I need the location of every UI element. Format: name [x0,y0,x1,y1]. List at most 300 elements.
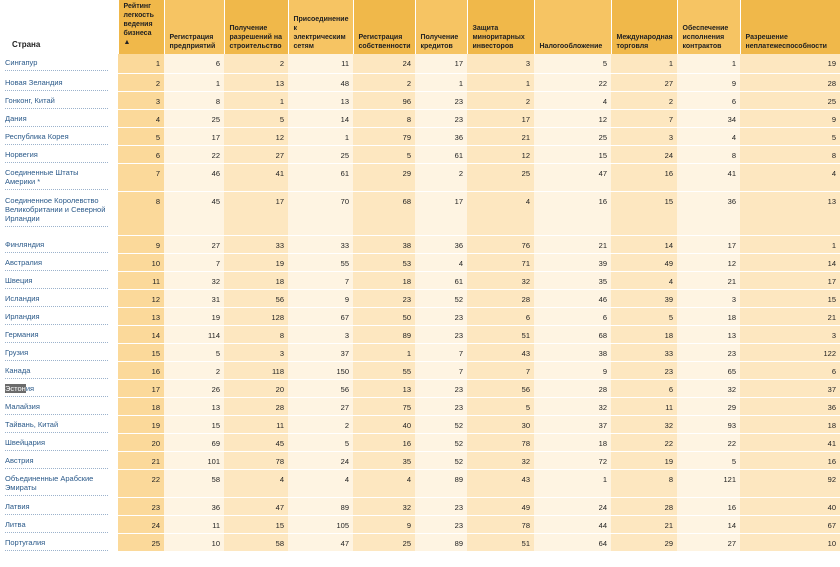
table-row [0,289,840,307]
cell-investors: 43 [467,343,534,361]
cell-trade: 27 [611,73,677,91]
table-row [0,127,840,145]
table-row [0,515,840,533]
country-cell [0,109,118,127]
country-link[interactable]: Сингапур [5,58,108,71]
cell-construction-permits: 1 [224,91,288,109]
country-cell [0,397,118,415]
column-header-credit[interactable]: Получение кредитов [415,0,467,54]
cell-electricity: 2 [288,415,353,433]
cell-starting-business: 46 [164,163,224,191]
cell-credit: 17 [415,54,467,73]
cell-construction-permits: 17 [224,191,288,235]
cell-starting-business: 6 [164,54,224,73]
country-link[interactable]: Финляндия [5,240,108,253]
table-row [0,145,840,163]
cell-insolvency: 19 [740,54,840,73]
country-cell [0,54,118,73]
cell-electricity: 33 [288,235,353,253]
cell-credit: 89 [415,469,467,497]
table-row [0,451,840,469]
cell-rank: 11 [118,271,164,289]
cell-electricity: 25 [288,145,353,163]
table-row [0,163,840,191]
cell-investors: 1 [467,73,534,91]
cell-rank: 16 [118,361,164,379]
cell-contracts: 4 [677,127,740,145]
country-link[interactable]: Португалия [5,538,108,551]
table-row [0,497,840,515]
country-link[interactable]: Швейцария [5,438,108,451]
cell-taxes: 28 [534,379,611,397]
cell-taxes: 72 [534,451,611,469]
cell-trade: 4 [611,271,677,289]
country-cell [0,191,118,235]
cell-rank: 21 [118,451,164,469]
country-link[interactable]: Швеция [5,276,108,289]
cell-starting-business: 22 [164,145,224,163]
cell-trade: 21 [611,515,677,533]
cell-electricity: 24 [288,451,353,469]
cell-property: 53 [353,253,415,271]
cell-investors: 3 [467,54,534,73]
cell-insolvency: 14 [740,253,840,271]
cell-investors: 17 [467,109,534,127]
table-body [0,54,840,551]
table-row [0,415,840,433]
cell-starting-business: 13 [164,397,224,415]
cell-taxes: 46 [534,289,611,307]
cell-starting-business: 45 [164,191,224,235]
table-row [0,191,840,235]
cell-credit: 23 [415,397,467,415]
cell-insolvency: 1 [740,235,840,253]
cell-property: 13 [353,379,415,397]
cell-rank: 15 [118,343,164,361]
country-link[interactable]: Объединенные Арабские Эмираты [5,474,108,496]
cell-property: 32 [353,497,415,515]
cell-investors: 12 [467,145,534,163]
country-cell [0,145,118,163]
cell-contracts: 3 [677,289,740,307]
country-link[interactable]: Австрия [5,456,108,469]
cell-taxes: 12 [534,109,611,127]
cell-contracts: 21 [677,271,740,289]
country-cell [0,415,118,433]
cell-contracts: 23 [677,343,740,361]
cell-contracts: 17 [677,235,740,253]
country-link[interactable]: Гонконг, Китай [5,96,108,109]
cell-insolvency: 36 [740,397,840,415]
country-cell [0,271,118,289]
cell-starting-business: 1 [164,73,224,91]
cell-rank: 6 [118,145,164,163]
cell-electricity: 89 [288,497,353,515]
cell-property: 89 [353,325,415,343]
cell-contracts: 13 [677,325,740,343]
cell-investors: 71 [467,253,534,271]
cell-contracts: 34 [677,109,740,127]
table-row [0,253,840,271]
column-header-country[interactable]: Страна [0,0,118,54]
cell-taxes: 4 [534,91,611,109]
cell-trade: 19 [611,451,677,469]
column-header-investors[interactable]: Защита миноритарных инвесторов [467,0,534,54]
cell-investors: 30 [467,415,534,433]
cell-contracts: 65 [677,361,740,379]
cell-trade: 15 [611,191,677,235]
cell-investors: 2 [467,91,534,109]
cell-construction-permits: 45 [224,433,288,451]
country-link[interactable]: Республика Корея [5,132,108,145]
cell-taxes: 37 [534,415,611,433]
cell-trade: 5 [611,307,677,325]
cell-trade: 49 [611,253,677,271]
cell-credit: 2 [415,163,467,191]
cell-starting-business: 114 [164,325,224,343]
table-row [0,235,840,253]
country-link[interactable]: Канада [5,366,108,379]
country-link[interactable]: Литва [5,520,108,533]
cell-electricity: 37 [288,343,353,361]
cell-insolvency: 28 [740,73,840,91]
cell-contracts: 5 [677,451,740,469]
table-row [0,109,840,127]
cell-credit: 4 [415,253,467,271]
cell-electricity: 13 [288,91,353,109]
table-row [0,325,840,343]
column-header-electricity[interactable]: Присоединение к электрическим сетям [288,0,353,54]
column-header-property[interactable]: Регистрация собственности [353,0,415,54]
cell-property: 24 [353,54,415,73]
cell-electricity: 9 [288,289,353,307]
cell-rank: 12 [118,289,164,307]
cell-starting-business: 58 [164,469,224,497]
country-cell [0,289,118,307]
cell-insolvency: 3 [740,325,840,343]
cell-starting-business: 8 [164,91,224,109]
cell-credit: 23 [415,497,467,515]
cell-starting-business: 15 [164,415,224,433]
cell-credit: 36 [415,235,467,253]
cell-contracts: 12 [677,253,740,271]
column-header-taxes[interactable]: Налогообложение [534,0,611,54]
cell-starting-business: 31 [164,289,224,307]
cell-taxes: 1 [534,469,611,497]
cell-electricity: 105 [288,515,353,533]
cell-investors: 43 [467,469,534,497]
cell-taxes: 16 [534,191,611,235]
cell-investors: 5 [467,397,534,415]
cell-construction-permits: 5 [224,109,288,127]
cell-taxes: 21 [534,235,611,253]
country-link[interactable]: Дания [5,114,108,127]
cell-property: 5 [353,145,415,163]
cell-property: 4 [353,469,415,497]
cell-construction-permits: 27 [224,145,288,163]
cell-starting-business: 25 [164,109,224,127]
cell-rank: 14 [118,325,164,343]
column-header-rank[interactable]: Рейтинг легкость ведения бизнеса ▲ [118,0,164,54]
cell-credit: 23 [415,379,467,397]
cell-property: 2 [353,73,415,91]
cell-contracts: 29 [677,397,740,415]
cell-credit: 23 [415,109,467,127]
cell-contracts: 32 [677,379,740,397]
cell-rank: 25 [118,533,164,551]
country-cell [0,307,118,325]
cell-insolvency: 37 [740,379,840,397]
cell-taxes: 22 [534,73,611,91]
table-row [0,397,840,415]
country-link[interactable]: Малайзия [5,402,108,415]
cell-construction-permits: 78 [224,451,288,469]
cell-rank: 9 [118,235,164,253]
cell-trade: 18 [611,325,677,343]
country-cell [0,469,118,497]
country-cell [0,515,118,533]
cell-starting-business: 11 [164,515,224,533]
cell-starting-business: 7 [164,253,224,271]
table-row [0,379,840,397]
country-cell [0,433,118,451]
cell-property: 40 [353,415,415,433]
cell-construction-permits: 4 [224,469,288,497]
cell-trade: 28 [611,497,677,515]
country-link[interactable]: Тайвань, Китай [5,420,108,433]
cell-construction-permits: 58 [224,533,288,551]
cell-construction-permits: 28 [224,397,288,415]
cell-starting-business: 27 [164,235,224,253]
cell-credit: 89 [415,533,467,551]
table-row [0,361,840,379]
cell-construction-permits: 118 [224,361,288,379]
cell-trade: 22 [611,433,677,451]
cell-taxes: 9 [534,361,611,379]
cell-trade: 32 [611,415,677,433]
cell-rank: 20 [118,433,164,451]
cell-insolvency: 16 [740,451,840,469]
cell-taxes: 6 [534,307,611,325]
cell-rank: 5 [118,127,164,145]
column-header-trade[interactable]: Международная торговля [611,0,677,54]
cell-investors: 25 [467,163,534,191]
cell-property: 38 [353,235,415,253]
cell-investors: 4 [467,191,534,235]
country-cell [0,379,118,397]
cell-construction-permits: 2 [224,54,288,73]
cell-credit: 52 [415,415,467,433]
table-row [0,343,840,361]
column-header-starting-business[interactable]: Регистрация предприятий [164,0,224,54]
country-cell [0,497,118,515]
cell-investors: 6 [467,307,534,325]
cell-starting-business: 10 [164,533,224,551]
cell-electricity: 4 [288,469,353,497]
cell-trade: 2 [611,91,677,109]
cell-investors: 7 [467,361,534,379]
cell-starting-business: 5 [164,343,224,361]
cell-investors: 32 [467,271,534,289]
cell-insolvency: 18 [740,415,840,433]
country-cell [0,343,118,361]
cell-insolvency: 21 [740,307,840,325]
country-link[interactable]: Новая Зеландия [5,78,108,91]
cell-investors: 78 [467,433,534,451]
cell-contracts: 121 [677,469,740,497]
cell-property: 9 [353,515,415,533]
cell-rank: 8 [118,191,164,235]
cell-electricity: 56 [288,379,353,397]
cell-construction-permits: 15 [224,515,288,533]
cell-starting-business: 19 [164,307,224,325]
country-cell [0,235,118,253]
cell-property: 1 [353,343,415,361]
country-link[interactable]: Эстония [5,384,108,397]
cell-trade: 16 [611,163,677,191]
cell-rank: 1 [118,54,164,73]
cell-property: 18 [353,271,415,289]
cell-electricity: 67 [288,307,353,325]
text-selection-highlight: Эстон [5,383,26,393]
cell-trade: 29 [611,533,677,551]
cell-credit: 61 [415,271,467,289]
cell-property: 25 [353,533,415,551]
table-row [0,533,840,551]
cell-taxes: 39 [534,253,611,271]
cell-construction-permits: 12 [224,127,288,145]
cell-starting-business: 32 [164,271,224,289]
cell-trade: 33 [611,343,677,361]
country-cell [0,91,118,109]
country-cell [0,163,118,191]
cell-credit: 1 [415,73,467,91]
cell-construction-permits: 56 [224,289,288,307]
cell-taxes: 68 [534,325,611,343]
cell-property: 8 [353,109,415,127]
country-link[interactable]: Германия [5,330,108,343]
cell-property: 55 [353,361,415,379]
cell-taxes: 35 [534,271,611,289]
table-row [0,469,840,497]
cell-taxes: 38 [534,343,611,361]
cell-property: 23 [353,289,415,307]
cell-trade: 39 [611,289,677,307]
cell-credit: 52 [415,451,467,469]
country-link[interactable]: Грузия [5,348,108,361]
cell-electricity: 61 [288,163,353,191]
cell-contracts: 93 [677,415,740,433]
cell-contracts: 1 [677,54,740,73]
cell-starting-business: 36 [164,497,224,515]
cell-insolvency: 41 [740,433,840,451]
cell-insolvency: 5 [740,127,840,145]
cell-investors: 49 [467,497,534,515]
cell-credit: 23 [415,91,467,109]
cell-credit: 23 [415,325,467,343]
cell-starting-business: 17 [164,127,224,145]
cell-electricity: 1 [288,127,353,145]
cell-investors: 76 [467,235,534,253]
cell-rank: 10 [118,253,164,271]
cell-taxes: 25 [534,127,611,145]
country-cell [0,361,118,379]
country-link[interactable]: Ирландия [5,312,108,325]
cell-insolvency: 92 [740,469,840,497]
country-link[interactable]: Австралия [5,258,108,271]
cell-property: 79 [353,127,415,145]
cell-starting-business: 69 [164,433,224,451]
cell-investors: 51 [467,325,534,343]
country-link[interactable]: Соединенное Королевство Великобритании и Северной Ирландии [5,196,108,227]
column-header-contracts[interactable]: Обеспечение исполнения контрактов [677,0,740,54]
cell-trade: 8 [611,469,677,497]
cell-electricity: 3 [288,325,353,343]
cell-property: 50 [353,307,415,325]
country-cell [0,325,118,343]
cell-credit: 23 [415,515,467,533]
cell-construction-permits: 19 [224,253,288,271]
cell-investors: 78 [467,515,534,533]
cell-rank: 23 [118,497,164,515]
cell-investors: 32 [467,451,534,469]
cell-rank: 24 [118,515,164,533]
cell-contracts: 6 [677,91,740,109]
cell-insolvency: 67 [740,515,840,533]
cell-credit: 61 [415,145,467,163]
cell-electricity: 11 [288,54,353,73]
country-cell [0,73,118,91]
column-header-insolvency[interactable]: Разрешение неплатежеспособности [740,0,840,54]
country-link[interactable]: Соединенные Штаты Америки * [5,168,108,190]
country-cell [0,451,118,469]
cell-taxes: 32 [534,397,611,415]
table-row [0,91,840,109]
cell-contracts: 27 [677,533,740,551]
table-row [0,433,840,451]
cell-construction-permits: 20 [224,379,288,397]
cell-property: 75 [353,397,415,415]
cell-insolvency: 6 [740,361,840,379]
cell-insolvency: 10 [740,533,840,551]
cell-construction-permits: 128 [224,307,288,325]
cell-rank: 17 [118,379,164,397]
cell-starting-business: 101 [164,451,224,469]
cell-taxes: 24 [534,497,611,515]
country-link[interactable]: Латвия [5,502,108,515]
cell-property: 68 [353,191,415,235]
cell-investors: 56 [467,379,534,397]
cell-investors: 28 [467,289,534,307]
cell-trade: 14 [611,235,677,253]
cell-investors: 21 [467,127,534,145]
cell-insolvency: 9 [740,109,840,127]
cell-trade: 3 [611,127,677,145]
cell-rank: 22 [118,469,164,497]
country-link[interactable]: Исландия [5,294,108,307]
cell-taxes: 44 [534,515,611,533]
cell-credit: 7 [415,361,467,379]
cell-trade: 11 [611,397,677,415]
country-link[interactable]: Норвегия [5,150,108,163]
cell-rank: 3 [118,91,164,109]
cell-electricity: 150 [288,361,353,379]
cell-construction-permits: 47 [224,497,288,515]
column-header-construction-permits[interactable]: Получение разрешений на строительство [224,0,288,54]
cell-trade: 23 [611,361,677,379]
cell-electricity: 55 [288,253,353,271]
cell-electricity: 47 [288,533,353,551]
